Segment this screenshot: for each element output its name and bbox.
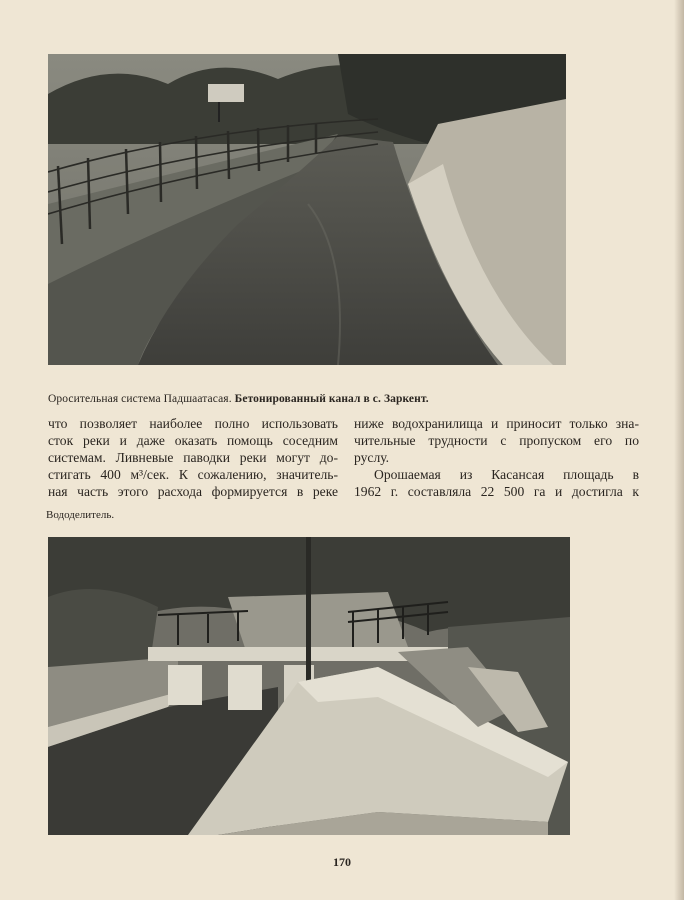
- canal-photo-caption: [48, 393, 588, 405]
- caption-bold: Бетонированный канал в с. Заркент.: [234, 393, 429, 405]
- text-line: Орошаемая из Касансая площадь в: [374, 467, 639, 482]
- text-line: системам. Ливневые паводки реки могут до-: [48, 450, 338, 465]
- text-line: стигать 400 м³/сек. К сожалению, значитель-: [48, 467, 338, 482]
- page-edge-shadow: [674, 0, 684, 900]
- text-line: руслу.: [354, 450, 390, 465]
- caption-normal: Оросительная система Падшаатасая.: [48, 393, 232, 405]
- text-column-right: [354, 415, 639, 500]
- text-column-left: [48, 415, 338, 500]
- text-line: что позволяет наиболее полно использовать: [48, 416, 338, 431]
- text-line: ниже водохранилища и приносит только зна-: [354, 416, 639, 431]
- water-divider-photo: [48, 537, 570, 835]
- water-divider-caption: Вододелитель.: [46, 509, 115, 521]
- text-line: чительные трудности с пропуском его по: [354, 433, 639, 448]
- text-line: 1962 г. составляла 22 500 га и достигла к: [354, 484, 639, 499]
- text-line: сток реки и даже оказать помощь соседним: [48, 433, 338, 448]
- page-number: 170: [333, 855, 351, 869]
- text-line: ная часть этого расхода формируется в реке: [48, 484, 338, 499]
- canal-photo: [48, 54, 566, 365]
